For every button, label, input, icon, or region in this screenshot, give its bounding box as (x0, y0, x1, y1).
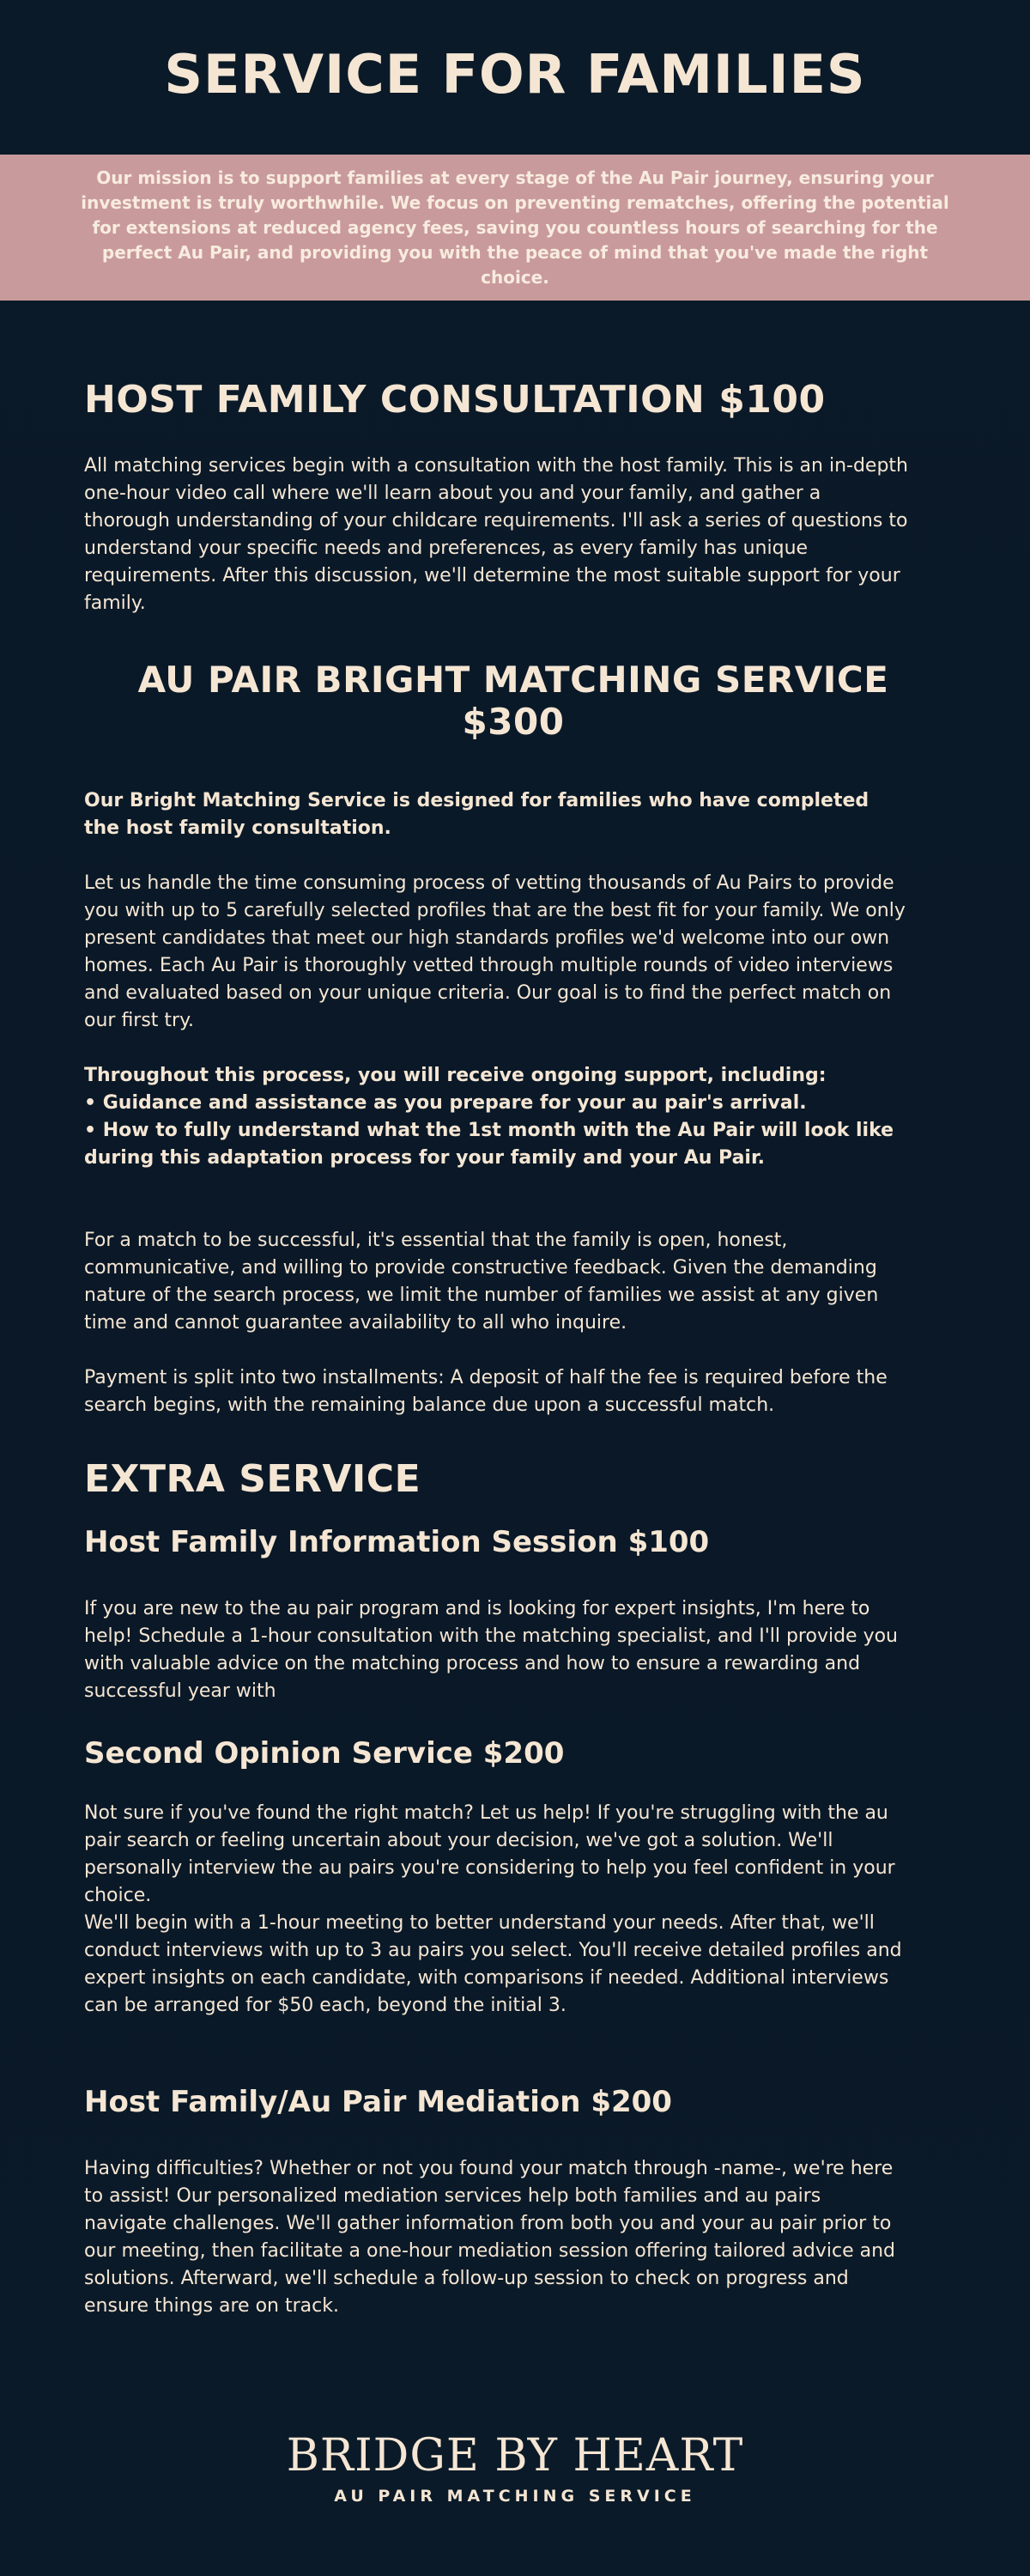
matching-support-intro: Throughout this process, you will receive ongoing support, including: (84, 1065, 827, 1086)
second-opinion-body-2: We'll begin with a 1-hour meeting to better understand your needs. After that, we'll conduct interviews with up to 3 au pairs you select. You'll receive detailed profiles and expert insights on each candidate, with comparisons if needed. Additional interviews can be arranged for $50 each, beyond the initial 3. (84, 1912, 902, 2016)
main-content (84, 378, 942, 2320)
matching-bullet-1: • Guidance and assistance as you prepare for your au pair's arrival. (84, 1092, 807, 1114)
second-opinion-heading: Second Opinion Service $200 (84, 1736, 565, 1771)
info-session-heading: Host Family Information Session $100 (84, 1525, 710, 1559)
consultation-section (84, 378, 942, 617)
consultation-body: All matching services begin with a consultation with the host family. This is an in-depth one-hour video call where we'll learn about you and your family, and gather a thorough understanding of your childcare requirements. I'll ask a series of questions to understand your specific needs and preferences, as every family has unique requirements. After this discussion, we'll determine the most suitable support for your family. (84, 455, 908, 614)
matching-body-1: Let us handle the time consuming process of vetting thousands of Au Pairs to provide you with up to 5 carefully selected profiles that are the best fit for your family. We only present candidates that meet our high standards profiles we'd welcome into our own homes. Each Au Pair is thoroughly vetted through multiple rounds of video interviews and evaluated based on your unique criteria. Our goal is to find the perfect match on our first try. (84, 872, 906, 1031)
matching-heading: AU PAIR BRIGHT MATCHING SERVICE $300 (137, 659, 889, 743)
second-opinion-body-1: Not sure if you've found the right match? Let us help! If you're struggling with the au pair search or feeling uncertain about your decision, we've got a solution. We'll personally interview the au pairs you're considering to help you feel confident in your choice. (84, 1802, 895, 1906)
matching-body-3: Payment is split into two installments: A deposit of half the fee is required before the search begins, with the remaining balance due upon a successful match. (84, 1367, 888, 1416)
brand-logo (0, 2430, 1030, 2506)
matching-section (84, 659, 942, 1419)
matching-bullet-2: • How to fully understand what the 1st month with the Au Pair will look like during this adaptation process for your family and your Au Pair. (84, 1120, 894, 1169)
logo-tagline: AU PAIR MATCHING SERVICE (334, 2487, 696, 2506)
page-title: SERVICE FOR FAMILIES (164, 43, 866, 106)
mission-text: Our mission is to support families at every stage of the Au Pair journey, ensuring your investment is truly worthwhile. We focus on preventing rematches, offering the potential for extensions at reduced agency fees, saving you countless hours of searching for the perfect Au Pair, and providing you with the peace of mind that you've made the right choice. (81, 167, 949, 288)
info-session-body: If you are new to the au pair program and is looking for expert insights, I'm here to help! Schedule a 1-hour consultation with the matching specialist, and I'll provide you with valuable advice on the matching process and how to ensure a rewarding and successful year with (84, 1598, 898, 1702)
extra-heading: EXTRA SERVICE (84, 1457, 421, 1501)
mediation-body: Having difficulties? Whether or not you found your match through -name-, we're here to assist! Our personalized mediation services help both families and au pairs navigate challenges. We'll gather information from both you and your au pair prior to our meeting, then facilitate a one-hour mediation session offering tailored advice and solutions. Afterward, we'll schedule a follow-up session to check on progress and ensure things are on track. (84, 2158, 896, 2317)
extra-section (84, 1457, 942, 2320)
mission-banner (0, 155, 1030, 301)
matching-body-2: For a match to be successful, it's essential that the family is open, honest, communicative, and willing to provide constructive feedback. Given the demanding nature of the search process, we limit the number of families we assist at any given time and cannot guarantee availability to all who inquire. (84, 1230, 879, 1334)
consultation-heading: HOST FAMILY CONSULTATION $100 (84, 378, 826, 422)
matching-intro: Our Bright Matching Service is designed for families who have completed the host family consultation. (84, 790, 869, 839)
mediation-heading: Host Family/Au Pair Mediation $200 (84, 2085, 672, 2119)
logo-name: BRIDGE BY HEART (286, 2430, 744, 2482)
